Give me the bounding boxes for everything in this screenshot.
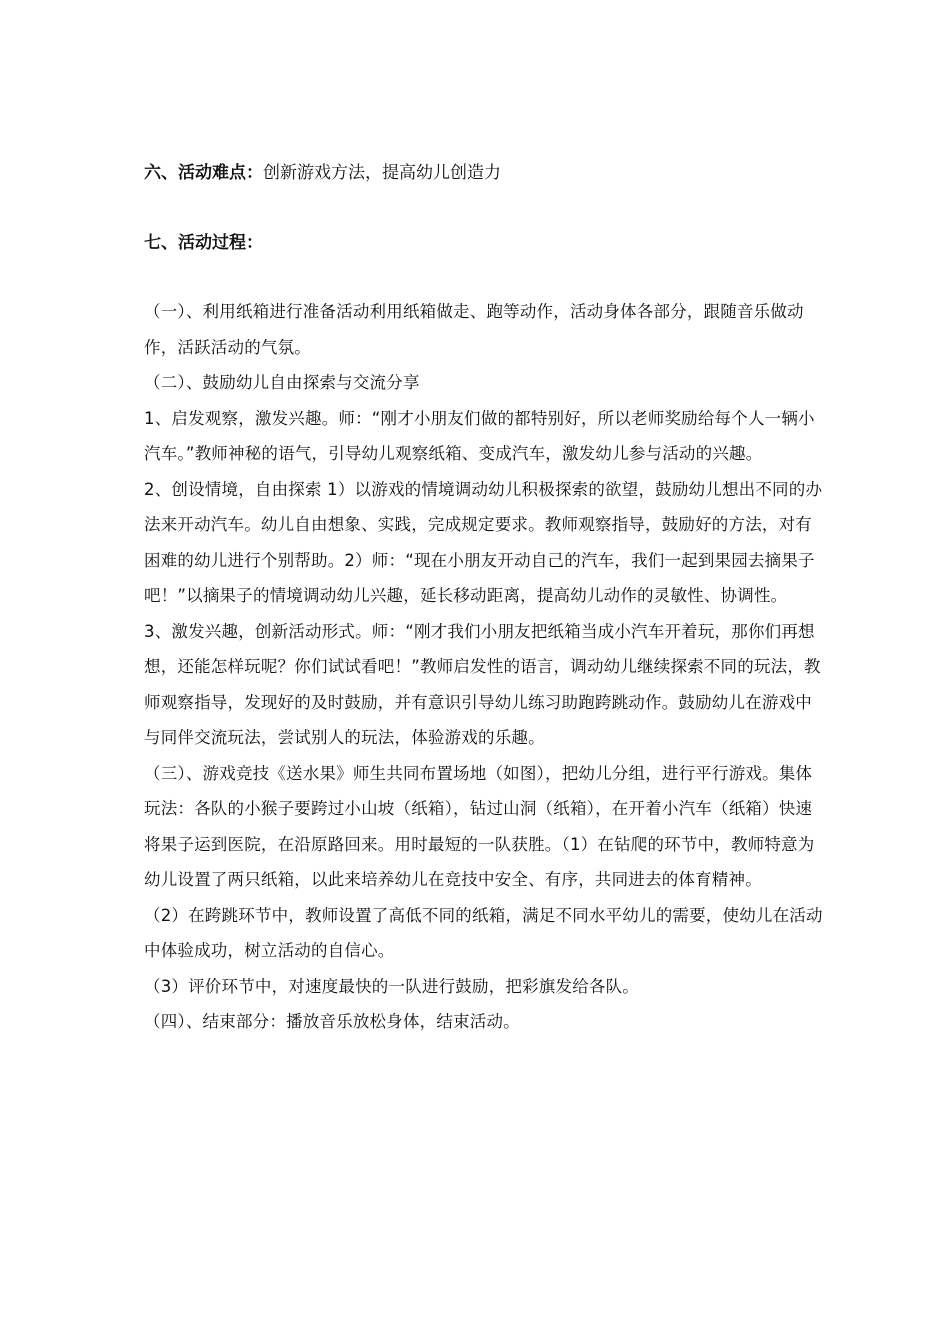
process-heading [144, 232, 824, 254]
paragraph-game: （三）、游戏竞技《送水果》师生共同布置场地（如图），把幼儿分组，进行平行游戏。集体玩法：各队的小猴子要跨过小山坡（纸箱），钻过山洞（纸箱），在开着小汽车（纸箱）快速将果子运到医院，在沿原路回来。用时最短的一队获胜。（1）在钻爬的环节中，教师特意为幼儿设置了两只纸箱，以此来培养幼儿在竞技中安全、有序，共同进去的体育精神。 [144, 763, 815, 889]
difficulty-label: 六、活动难点： [144, 163, 263, 183]
difficulty-line [144, 162, 824, 184]
paragraph-jump: （2）在跨跳环节中，教师设置了高低不同的纸箱，满足不同水平幼儿的需要，使幼儿在活动中体验成功，树立活动的自信心。 [144, 905, 823, 960]
paragraph-innovate: 3、激发兴趣，创新活动形式。师：“刚才我们小朋友把纸箱当成小汽车开着玩，那你们再想想，还能怎样玩呢？你们试试看吧！”教师启发性的语言，调动幼儿继续探索不同的玩法，教师观察指导，发现好的及时鼓励，并有意识引导幼儿练习助跑跨跳动作。鼓励幼儿在游戏中与同伴交流玩法，尝试别人的玩法，体验游戏的乐趣。 [144, 621, 821, 747]
paragraph-explore-heading: （二）、鼓励幼儿自由探索与交流分享 [144, 373, 420, 392]
paragraph-evaluate: （3）评价环节中，对速度最快的一队进行鼓励，把彩旗发给各队。 [144, 976, 639, 996]
process-body [144, 294, 824, 1040]
paragraph-scenario: 2、创设情境，自由探索 1）以游戏的情境调动幼儿积极探索的欲望，鼓励幼儿想出不同的办法来开动汽车。幼儿自由想象、实践，完成规定要求。教师观察指导，鼓励好的方法，对有困难的幼儿进行个别帮助。2）师：“现在小朋友开动自己的汽车，我们一起到果园去摘果子吧！”以摘果子的情境调动幼儿兴趣，延长移动距离，提高幼儿动作的灵敏性、协调性。 [144, 479, 823, 605]
paragraph-observe: 1、启发观察，激发兴趣。师：“刚才小朋友们做的都特别好，所以老师奖励给每个人一辆小汽车。”教师神秘的语气，引导幼儿观察纸箱、变成汽车，激发幼儿参与活动的兴趣。 [144, 408, 815, 463]
process-heading-text: 七、活动过程： [144, 233, 263, 253]
difficulty-text: 创新游戏方法，提高幼儿创造力 [263, 163, 501, 183]
paragraph-ending: （四）、结束部分：播放音乐放松身体，结束活动。 [144, 1012, 520, 1031]
paragraph-prep: （一）、利用纸箱进行准备活动利用纸箱做走、跑等动作，活动身体各部分，跟随音乐做动作，活跃活动的气氛。 [144, 302, 804, 357]
